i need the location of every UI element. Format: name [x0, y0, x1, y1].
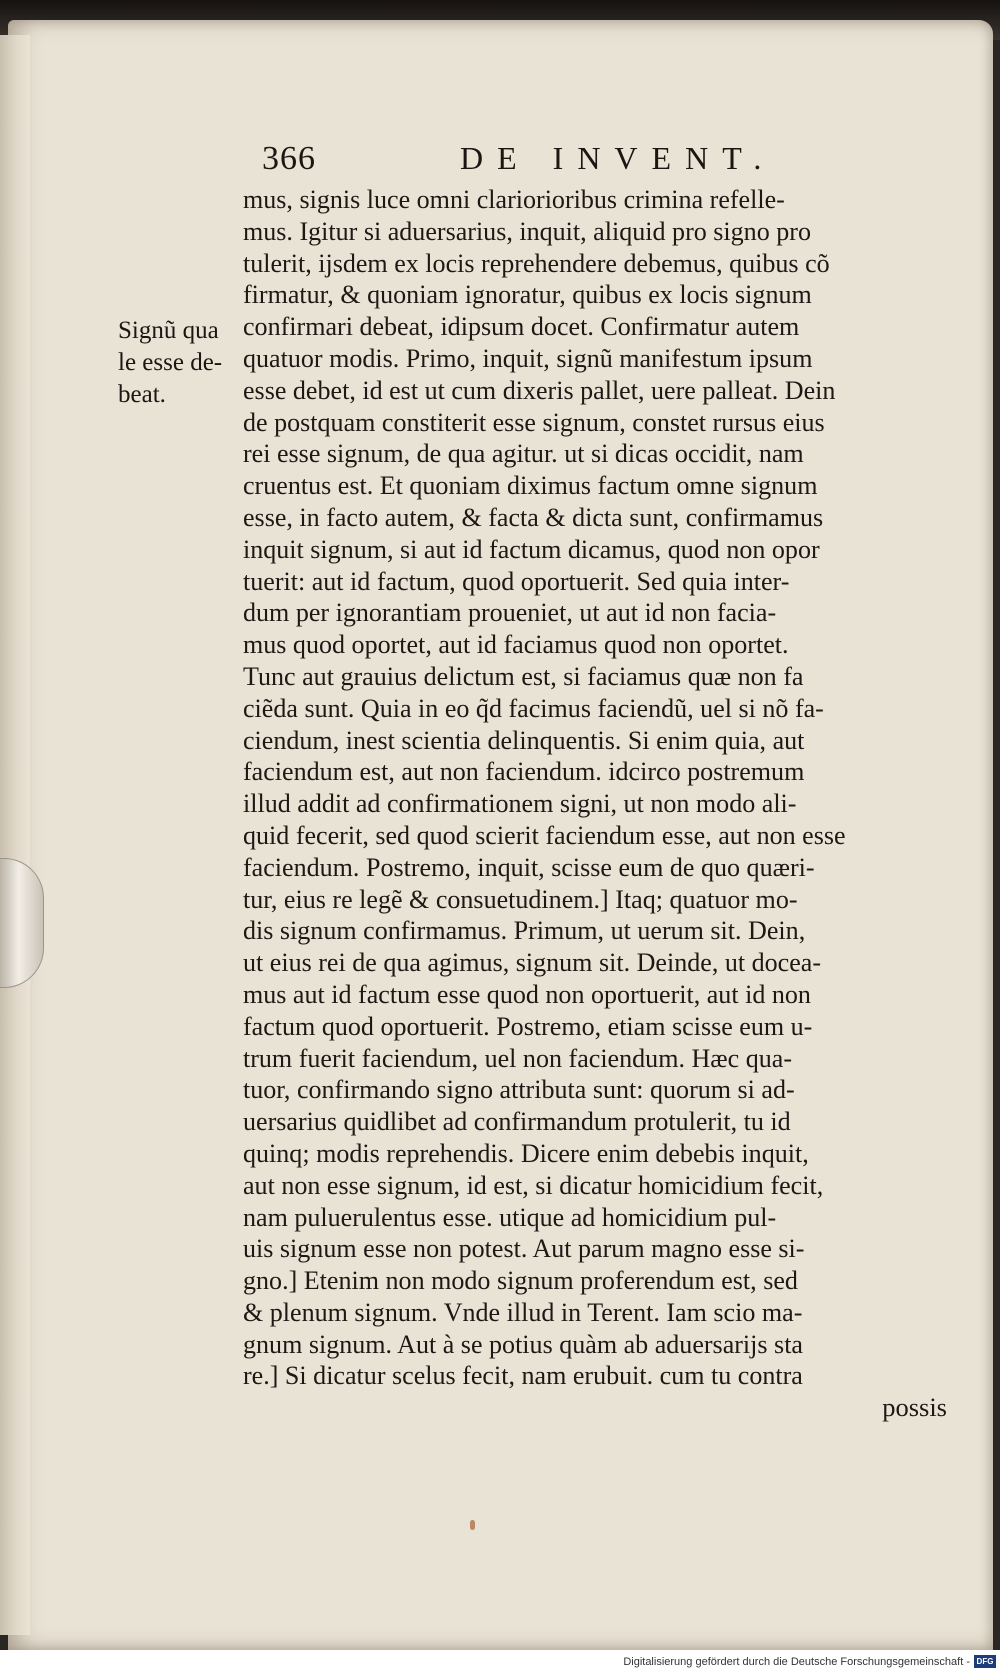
text-line: nam puluerulentus esse. utique ad homicidium pul-	[243, 1201, 777, 1232]
text-line: quinq; modis reprehendis. Dicere enim debebis inquit,	[243, 1137, 809, 1168]
text-line: trum fuerit faciendum, uel non faciendum. Hæc qua-	[243, 1042, 793, 1073]
footer-credit: Digitalisierung gefördert durch die Deutsche Forschungsgemeinschaft -	[623, 1656, 970, 1668]
text-line: tuerit: aut id factum, quod oportuerit. Sed quia inter-	[243, 565, 790, 596]
marginal-note	[118, 315, 258, 411]
text-line: ciẽda sunt. Quia in eo q̃d facimus faciendũ, uel si nõ fa-	[243, 692, 824, 723]
text-line: faciendum est, aut non faciendum. idcirco postremum	[243, 756, 805, 787]
text-line: mus quod oportet, aut id faciamus quod non oportet.	[243, 629, 789, 660]
text-line: mus aut id factum esse quod non oportuerit, aut id non	[243, 978, 811, 1009]
text-line: quatuor modis. Primo, inquit, signũ manifestum ipsum	[243, 342, 813, 373]
page-header	[262, 140, 822, 184]
text-line: Tunc aut grauius delictum est, si faciamus quæ non fa	[243, 660, 804, 691]
page-number: 366	[262, 140, 316, 177]
text-line: quid fecerit, sed quod scierit faciendum esse, aut non esse	[243, 819, 846, 850]
text-line: mus, signis luce omni clariorioribus crimina refelle-	[243, 184, 785, 214]
text-line: de postquam constiterit esse signum, constet rursus eius	[243, 406, 825, 437]
text-line: inquit signum, si aut id factum dicamus, quod non opor	[243, 533, 820, 564]
text-line: ut eius rei de qua agimus, signum sit. Deinde, ut docea-	[243, 947, 822, 978]
page-gutter	[0, 35, 30, 1635]
text-line: faciendum. Postremo, inquit, scisse eum de quo quæri-	[243, 851, 815, 882]
text-line: tuor, confirmando signo attributa sunt: quorum si ad-	[243, 1074, 795, 1105]
footer-bar	[0, 1650, 1000, 1675]
book-clasp	[0, 858, 44, 988]
text-line: tur, eius re legẽ & consuetudinem.] Itaq; quatuor mo-	[243, 883, 798, 914]
marginal-note-line: le esse de-	[118, 349, 223, 376]
text-line: & plenum signum. Vnde illud in Terent. Iam scio ma-	[243, 1296, 803, 1327]
text-line: esse debet, id est ut cum dixeris pallet, uere palleat. Dein	[243, 374, 836, 405]
text-line: cruentus est. Et quoniam diximus factum omne signum	[243, 470, 818, 501]
text-line: uersarius quidlibet ad confirmandum protulerit, tu id	[243, 1106, 791, 1137]
ink-stain	[470, 1520, 475, 1530]
text-line: mus. Igitur si aduersarius, inquit, aliquid pro signo pro	[243, 215, 811, 246]
running-head: DE INVENT.	[460, 140, 776, 176]
text-line: firmatur, & quoniam ignoratur, quibus ex locis signum	[243, 279, 812, 310]
text-line: factum quod oportuerit. Postremo, etiam scisse eum u-	[243, 1010, 813, 1041]
text-line: rei esse signum, de qua agitur. ut si dicas occidit, nam	[243, 438, 804, 469]
marginal-note-line: Signũ qua	[118, 317, 219, 344]
dfg-logo: DFG	[974, 1655, 996, 1668]
marginal-note-line: beat.	[118, 381, 166, 408]
text-line: dis signum confirmamus. Primum, ut uerum sit. Dein,	[243, 915, 806, 946]
text-line: aut non esse signum, id est, si dicatur homicidium fecit,	[243, 1169, 824, 1200]
text-line: dum per ignorantiam proueniet, ut aut id non facia-	[243, 597, 777, 628]
text-line: esse, in facto autem, & facta & dicta sunt, confirmamus	[243, 501, 824, 532]
text-line: gnum signum. Aut à se potius quàm ab aduersarijs sta	[243, 1328, 804, 1359]
text-line: confirmari debeat, idipsum docet. Confirmatur autem	[243, 311, 800, 342]
text-line: tulerit, ijsdem ex locis reprehendere debemus, quibus cõ	[243, 247, 830, 278]
text-line: uis signum esse non potest. Aut parum magno esse si-	[243, 1233, 805, 1264]
text-line: ciendum, inest scientia delinquentis. Si enim quia, aut	[243, 724, 805, 755]
text-line: re.] Si dicatur scelus fecit, nam erubuit. cum tu contra	[243, 1360, 803, 1391]
catchword: possis	[882, 1392, 947, 1423]
text-line: gno.] Etenim non modo signum proferendum est, sed	[243, 1265, 798, 1296]
text-line: illud addit ad confirmationem signi, ut non modo ali-	[243, 788, 797, 819]
body-text	[243, 184, 955, 1424]
